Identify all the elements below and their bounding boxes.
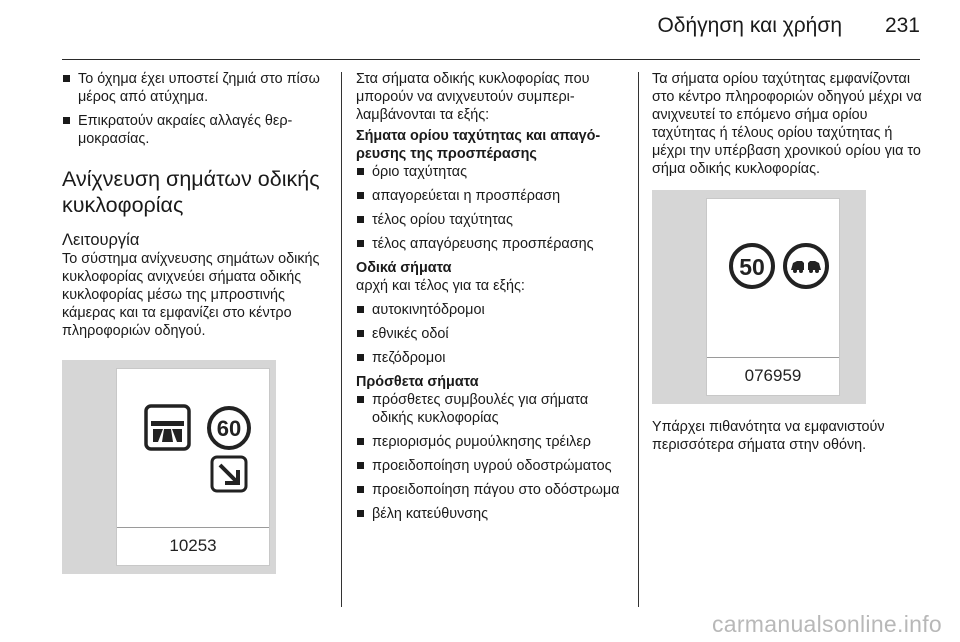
list-item: πρόσθετες συμβουλές για σήματα οδικής κυκλοφορίας: [356, 391, 626, 427]
list-item: προειδοποίηση πάγου στο οδόστρωμα: [356, 481, 626, 499]
svg-text:50: 50: [739, 254, 765, 280]
list-item: απαγορεύεται η προσπέραση: [356, 187, 626, 205]
column-1: [62, 70, 330, 574]
body-paragraph: Στα σήματα οδικής κυκλοφορίας που μπορούν να ανιχνευτούν συμπεριλαμβάνονται τα εξής:: [356, 71, 590, 123]
list-item: Επικρατούν ακραίες αλλαγές θερμοκρασίας.: [62, 112, 330, 148]
list-item: βέλη κατεύθυνσης: [356, 505, 626, 523]
group-title: Σήματα ορίου ταχύτητας και απαγόρευσης της προσπέρασης: [356, 128, 601, 162]
header-title: Οδήγηση και χρήση: [657, 14, 842, 37]
bullet-list: [62, 70, 330, 148]
list-item: όριο ταχύτητας: [356, 163, 626, 181]
body-paragraph: Τα σήματα ορίου ταχύτητας εμφανίζονται στο κέντρο πληροφοριών οδηγού μέχρι να ανιχνευτεί το επόμενο σήμα ορίου ταχύτητας ή τέλους ορίου ταχύτητας ή μέχρι την υπέρβαση χρονικού ορίου για το σήμα οδικής κυκλοφορίας.: [652, 71, 922, 177]
body-paragraph: Υπάρχει πιθανότητα να εμφανιστούν περισσότερα σήματα στην οθόνη.: [652, 419, 885, 453]
group-title: Πρόσθετα σήματα: [356, 374, 479, 390]
watermark: carmanualsonline.info: [711, 611, 942, 637]
page-number: 231: [884, 14, 920, 37]
group-title: Οδικά σήματα: [356, 260, 452, 276]
column-divider: [341, 72, 342, 607]
column-3: [652, 70, 924, 456]
list-item: Το όχημα έχει υποστεί ζημιά στο πίσω μέρος από ατύχημα.: [62, 70, 330, 106]
page-header: [62, 0, 920, 60]
column-2: [356, 70, 626, 529]
bullet-list: [356, 163, 626, 253]
column-divider: [638, 72, 639, 607]
display-screen: [116, 368, 270, 566]
no-overtaking-sign-icon: [707, 199, 839, 359]
list-item: προειδοποίηση υγρού οδοστρώματος: [356, 457, 626, 475]
bullet-list: [356, 301, 626, 367]
bullet-list: [356, 391, 626, 523]
svg-text:60: 60: [216, 416, 242, 441]
list-item: τέλος απαγόρευσης προσπέρασης: [356, 235, 626, 253]
display-illustration-2: [652, 190, 866, 404]
list-item: περιορισμός ρυμούλκησης τρέιλερ: [356, 433, 626, 451]
subsection-title: Λειτουργία: [62, 231, 140, 249]
direction-arrow-sign-icon: [117, 369, 269, 529]
body-paragraph: Το σύστημα ανίχνευσης σημάτων οδικής κυκλοφορίας ανιχνεύει σήματα οδικής κυκλοφορίας μέσω της μπροστινής κάμερας και τα εμφανίζει στο κέντρο πληροφοριών οδηγού.: [62, 251, 320, 339]
display-illustration-1: [62, 360, 276, 574]
display-code: 076959: [707, 357, 839, 395]
list-item: τέλος ορίου ταχύτητας: [356, 211, 626, 229]
list-item: εθνικές οδοί: [356, 325, 626, 343]
list-item: πεζόδρομοι: [356, 349, 626, 367]
list-item: αυτοκινητόδρομοι: [356, 301, 626, 319]
body-paragraph: αρχή και τέλος για τα εξής:: [356, 278, 525, 294]
display-code: 10253: [117, 527, 269, 565]
section-title: Ανίχνευση σημάτων οδικής κυκλοφορίας: [62, 167, 320, 217]
display-screen: [706, 198, 840, 396]
